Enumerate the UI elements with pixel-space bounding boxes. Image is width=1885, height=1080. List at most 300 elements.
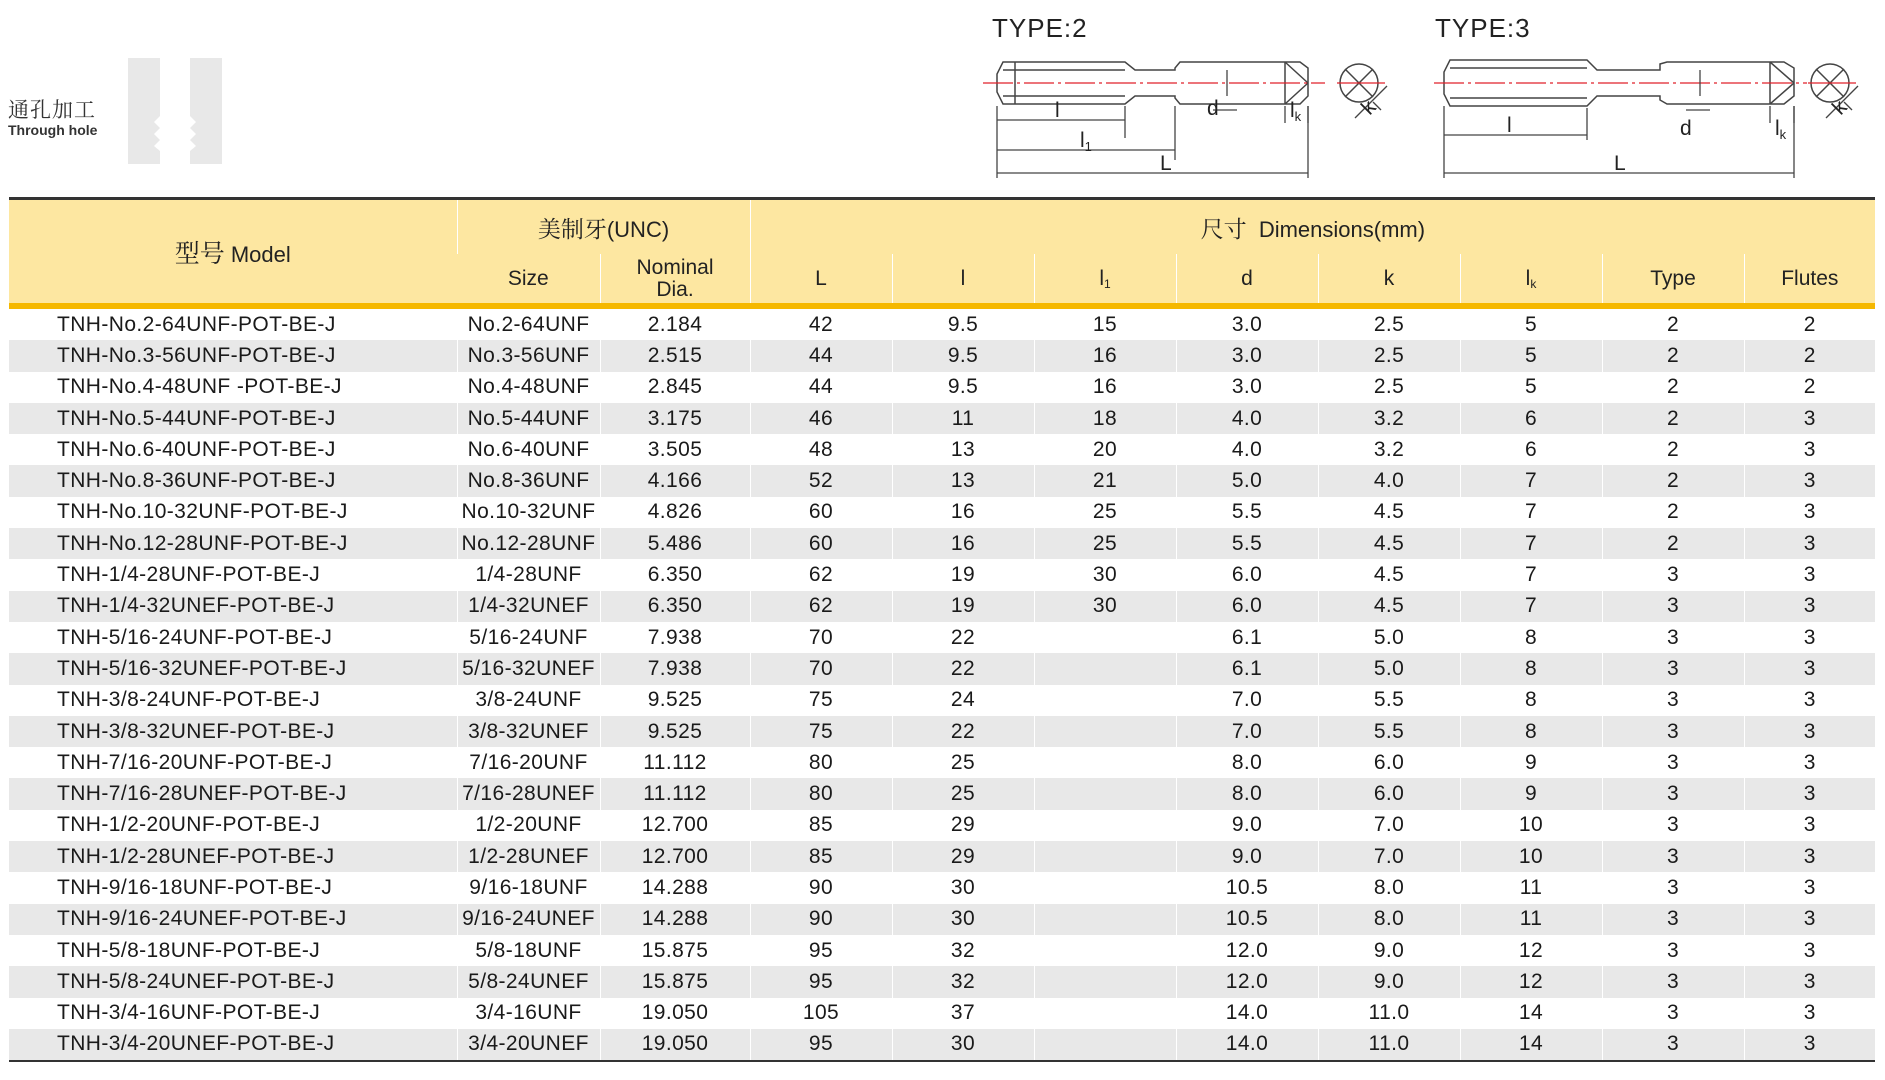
cell-flutes: 3 [1744,998,1875,1029]
cell-d: 6.0 [1176,559,1318,590]
header-l1: $l_1$ [1034,254,1176,303]
cell-type: 3 [1602,935,1744,966]
cell-d: 10.5 [1176,904,1318,935]
header-model [9,200,457,303]
cell-type: 2 [1602,309,1744,340]
table-row [9,747,1875,778]
cell-size: 5/8-18UNF [457,935,600,966]
table-row [9,1029,1875,1060]
cell-size: No.5-44UNF [457,403,600,434]
cell-model: TNH-No.12-28UNF-POT-BE-J [9,528,457,559]
cell-lk: 9 [1460,747,1602,778]
cell-L: 70 [750,622,892,653]
cell-k: 5.5 [1318,716,1460,747]
cell-lk: 14 [1460,998,1602,1029]
cell-model: TNH-1/2-20UNF-POT-BE-J [9,810,457,841]
cell-k: 5.5 [1318,685,1460,716]
table-row [9,872,1875,903]
cell-type: 2 [1602,372,1744,403]
cell-type: 3 [1602,778,1744,809]
cell-k: 4.0 [1318,465,1460,496]
table-row [9,778,1875,809]
cell-l: 37 [892,998,1034,1029]
cell-type: 3 [1602,810,1744,841]
cell-type: 3 [1602,653,1744,684]
table-row [9,716,1875,747]
cell-k: 3.2 [1318,434,1460,465]
cell-flutes: 3 [1744,935,1875,966]
cell-d: 4.0 [1176,403,1318,434]
cell-k: 5.0 [1318,622,1460,653]
cell-nominal-dia: 6.350 [600,559,750,590]
cell-k: 7.0 [1318,810,1460,841]
table-row [9,904,1875,935]
cell-L: 90 [750,872,892,903]
cell-nominal-dia: 15.875 [600,935,750,966]
cell-model: TNH-9/16-18UNF-POT-BE-J [9,872,457,903]
cell-type: 3 [1602,622,1744,653]
cell-size: 5/16-24UNF [457,622,600,653]
cell-flutes: 3 [1744,465,1875,496]
type2-dim-L: L [1160,152,1172,175]
cell-lk: 5 [1460,372,1602,403]
cell-d: 5.5 [1176,497,1318,528]
cell-lk: 7 [1460,591,1602,622]
header-model-en: Model [230,241,291,267]
cell-nominal-dia: 3.505 [600,434,750,465]
cell-model: TNH-1/2-28UNEF-POT-BE-J [9,841,457,872]
cell-L: 80 [750,778,892,809]
cell-type: 3 [1602,685,1744,716]
cell-size: No.3-56UNF [457,340,600,371]
cell-d: 3.0 [1176,372,1318,403]
cell-d: 14.0 [1176,1029,1318,1060]
cell-model: TNH-No.8-36UNF-POT-BE-J [9,465,457,496]
cell-flutes: 3 [1744,434,1875,465]
cell-type: 3 [1602,591,1744,622]
cell-size: No.12-28UNF [457,528,600,559]
cell-size: 3/4-20UNEF [457,1029,600,1060]
cell-l: 16 [892,528,1034,559]
cell-L: 80 [750,747,892,778]
cell-lk: 12 [1460,966,1602,997]
cell-lk: 10 [1460,810,1602,841]
cell-k: 2.5 [1318,309,1460,340]
cell-nominal-dia: 12.700 [600,810,750,841]
cell-type: 2 [1602,465,1744,496]
cell-k: 9.0 [1318,935,1460,966]
cell-model: TNH-5/8-24UNEF-POT-BE-J [9,966,457,997]
cell-l: 24 [892,685,1034,716]
cell-l: 19 [892,591,1034,622]
cell-d: 10.5 [1176,872,1318,903]
cell-L: 85 [750,810,892,841]
cell-l: 19 [892,559,1034,590]
cell-L: 62 [750,591,892,622]
cell-d: 6.0 [1176,591,1318,622]
cell-l: 32 [892,935,1034,966]
cell-type: 3 [1602,841,1744,872]
cell-lk: 5 [1460,309,1602,340]
cell-lk: 12 [1460,935,1602,966]
cell-type: 3 [1602,747,1744,778]
table-bottom-rule [9,1060,1875,1062]
through-hole-label-cn: 通孔加工 [8,98,96,122]
cell-L: 60 [750,528,892,559]
cell-type: 2 [1602,403,1744,434]
table-row [9,465,1875,496]
cell-lk: 7 [1460,528,1602,559]
cell-nominal-dia: 2.184 [600,309,750,340]
cell-l1 [1034,904,1176,935]
cell-l: 22 [892,653,1034,684]
spec-table [9,200,1875,1060]
type2-dim-k: k [1356,95,1381,120]
cell-d: 8.0 [1176,778,1318,809]
header-L: L [750,254,892,303]
header-unc-en: (UNC) [606,216,670,242]
cell-flutes: 3 [1744,841,1875,872]
header-type: Type [1602,254,1744,303]
cell-model: TNH-No.10-32UNF-POT-BE-J [9,497,457,528]
cell-l1 [1034,622,1176,653]
table-row [9,653,1875,684]
cell-L: 90 [750,904,892,935]
cell-L: 44 [750,372,892,403]
table-row [9,966,1875,997]
cell-type: 2 [1602,497,1744,528]
cell-lk: 8 [1460,716,1602,747]
cell-L: 48 [750,434,892,465]
cell-l: 11 [892,403,1034,434]
cell-model: TNH-No.4-48UNF -POT-BE-J [9,372,457,403]
cell-nominal-dia: 11.112 [600,778,750,809]
cell-lk: 11 [1460,904,1602,935]
header-dimensions [750,200,1875,254]
cell-L: 44 [750,340,892,371]
cell-d: 14.0 [1176,998,1318,1029]
cell-model: TNH-5/16-32UNEF-POT-BE-J [9,653,457,684]
cell-nominal-dia: 7.938 [600,622,750,653]
cell-type: 2 [1602,528,1744,559]
cell-k: 6.0 [1318,778,1460,809]
cell-l1 [1034,841,1176,872]
cell-flutes: 2 [1744,340,1875,371]
cell-flutes: 3 [1744,1029,1875,1060]
table-header [9,200,1875,309]
cell-lk: 9 [1460,778,1602,809]
cell-lk: 11 [1460,872,1602,903]
table-row [9,622,1875,653]
type3-diagram [1432,10,1872,190]
cell-l: 25 [892,778,1034,809]
cell-flutes: 3 [1744,403,1875,434]
type3-dim-k: k [1827,95,1852,120]
cell-k: 8.0 [1318,904,1460,935]
cell-L: 85 [750,841,892,872]
cell-lk: 14 [1460,1029,1602,1060]
cell-flutes: 2 [1744,372,1875,403]
cell-model: TNH-5/8-18UNF-POT-BE-J [9,935,457,966]
cell-type: 3 [1602,716,1744,747]
cell-d: 9.0 [1176,810,1318,841]
cell-model: TNH-1/4-32UNEF-POT-BE-J [9,591,457,622]
cell-nominal-dia: 19.050 [600,998,750,1029]
type2-dim-l1: l1 [1080,129,1092,154]
cell-L: 95 [750,966,892,997]
cell-L: 52 [750,465,892,496]
cell-l1 [1034,778,1176,809]
cell-l: 29 [892,841,1034,872]
type3-dim-L: L [1614,152,1626,175]
table-row [9,434,1875,465]
table-row [9,841,1875,872]
header-d: d [1176,254,1318,303]
cell-model: TNH-3/8-32UNEF-POT-BE-J [9,716,457,747]
cell-nominal-dia: 2.845 [600,372,750,403]
cell-l: 16 [892,497,1034,528]
cell-L: 75 [750,716,892,747]
cell-lk: 7 [1460,465,1602,496]
cell-l1: 25 [1034,497,1176,528]
cell-flutes: 3 [1744,747,1875,778]
cell-nominal-dia: 15.875 [600,966,750,997]
header-dims-cn: 尺寸 [1200,216,1247,243]
header-lk: $l_k$ [1460,254,1602,303]
cell-k: 4.5 [1318,528,1460,559]
cell-nominal-dia: 14.288 [600,904,750,935]
through-hole-label-en: Through hole [8,122,98,138]
cell-l1: 20 [1034,434,1176,465]
cell-flutes: 3 [1744,559,1875,590]
table-body [9,309,1875,1060]
cell-L: 60 [750,497,892,528]
cell-size: No.8-36UNF [457,465,600,496]
cell-d: 12.0 [1176,935,1318,966]
cell-l: 32 [892,966,1034,997]
cell-l1 [1034,1029,1176,1060]
cell-nominal-dia: 11.112 [600,747,750,778]
type2-dim-lk: lk [1290,99,1302,124]
cell-l: 22 [892,716,1034,747]
cell-L: 95 [750,935,892,966]
cell-flutes: 2 [1744,309,1875,340]
cell-l1 [1034,966,1176,997]
cell-model: TNH-3/8-24UNF-POT-BE-J [9,685,457,716]
cell-d: 5.5 [1176,528,1318,559]
cell-l1 [1034,935,1176,966]
header-l: l [892,254,1034,303]
cell-size: 1/2-20UNF [457,810,600,841]
header-unc [457,200,750,254]
spec-table-wrap [9,197,1875,1062]
table-row [9,935,1875,966]
table-row [9,403,1875,434]
type2-title: TYPE:2 [992,13,1088,43]
cell-nominal-dia: 9.525 [600,716,750,747]
cell-type: 3 [1602,904,1744,935]
table-row [9,685,1875,716]
cell-l1 [1034,747,1176,778]
cell-d: 5.0 [1176,465,1318,496]
type3-dim-lk: lk [1775,117,1787,142]
cell-k: 2.5 [1318,372,1460,403]
cell-flutes: 3 [1744,685,1875,716]
cell-l: 29 [892,810,1034,841]
type2-dim-l: l [1055,99,1060,122]
header-nominal: Nominal Dia. [600,254,750,303]
cell-k: 4.5 [1318,559,1460,590]
cell-l1: 30 [1034,591,1176,622]
cell-l1 [1034,872,1176,903]
cell-type: 3 [1602,998,1744,1029]
cell-model: TNH-7/16-20UNF-POT-BE-J [9,747,457,778]
cell-type: 2 [1602,340,1744,371]
table-row [9,309,1875,340]
cell-size: 3/4-16UNF [457,998,600,1029]
cell-size: 1/2-28UNEF [457,841,600,872]
type2-drawing [975,10,1415,190]
cell-d: 6.1 [1176,653,1318,684]
cell-l: 9.5 [892,340,1034,371]
table-row [9,372,1875,403]
cell-nominal-dia: 12.700 [600,841,750,872]
cell-l1 [1034,685,1176,716]
header-dims-en: Dimensions(mm) [1258,216,1426,242]
cell-l: 9.5 [892,372,1034,403]
cell-flutes: 3 [1744,778,1875,809]
cell-d: 3.0 [1176,340,1318,371]
cell-l: 30 [892,1029,1034,1060]
cell-l1: 16 [1034,340,1176,371]
table-row [9,528,1875,559]
cell-size: No.2-64UNF [457,309,600,340]
cell-k: 4.5 [1318,497,1460,528]
cell-l: 30 [892,872,1034,903]
cell-lk: 8 [1460,653,1602,684]
cell-flutes: 3 [1744,810,1875,841]
cell-lk: 6 [1460,434,1602,465]
cell-nominal-dia: 19.050 [600,1029,750,1060]
type3-drawing [1432,10,1872,190]
cell-type: 2 [1602,434,1744,465]
cell-lk: 10 [1460,841,1602,872]
header-size: Size [457,254,600,303]
type3-dim-d: d [1680,117,1692,140]
cell-l: 9.5 [892,309,1034,340]
cell-L: 46 [750,403,892,434]
cell-model: TNH-No.5-44UNF-POT-BE-J [9,403,457,434]
cell-l: 22 [892,622,1034,653]
cell-l: 25 [892,747,1034,778]
cell-size: No.6-40UNF [457,434,600,465]
cell-k: 2.5 [1318,340,1460,371]
cell-type: 3 [1602,872,1744,903]
cell-k: 7.0 [1318,841,1460,872]
cell-d: 8.0 [1176,747,1318,778]
cell-l1: 25 [1034,528,1176,559]
cell-nominal-dia: 7.938 [600,653,750,684]
cell-flutes: 3 [1744,591,1875,622]
cell-type: 3 [1602,1029,1744,1060]
cell-flutes: 3 [1744,622,1875,653]
cell-flutes: 3 [1744,497,1875,528]
table-row [9,591,1875,622]
cell-l1 [1034,998,1176,1029]
cell-lk: 5 [1460,340,1602,371]
cell-size: 9/16-18UNF [457,872,600,903]
table-row [9,810,1875,841]
cell-size: 3/8-24UNF [457,685,600,716]
cell-lk: 7 [1460,559,1602,590]
cell-nominal-dia: 14.288 [600,872,750,903]
header-model-cn: 型号 [174,238,225,268]
cell-size: 5/8-24UNEF [457,966,600,997]
cell-flutes: 3 [1744,904,1875,935]
cell-lk: 7 [1460,497,1602,528]
cell-k: 11.0 [1318,1029,1460,1060]
through-hole-icon [120,56,230,166]
cell-model: TNH-9/16-24UNEF-POT-BE-J [9,904,457,935]
cell-l: 13 [892,465,1034,496]
cell-model: TNH-No.6-40UNF-POT-BE-J [9,434,457,465]
cell-model: TNH-1/4-28UNF-POT-BE-J [9,559,457,590]
cell-model: TNH-5/16-24UNF-POT-BE-J [9,622,457,653]
cell-d: 4.0 [1176,434,1318,465]
cell-l1: 21 [1034,465,1176,496]
cell-l1: 15 [1034,309,1176,340]
cell-nominal-dia: 2.515 [600,340,750,371]
table-row [9,497,1875,528]
type2-diagram [975,10,1415,190]
cell-model: TNH-No.2-64UNF-POT-BE-J [9,309,457,340]
cell-d: 7.0 [1176,716,1318,747]
cell-L: 62 [750,559,892,590]
cell-lk: 6 [1460,403,1602,434]
cell-nominal-dia: 9.525 [600,685,750,716]
cell-flutes: 3 [1744,716,1875,747]
cell-flutes: 3 [1744,653,1875,684]
cell-k: 11.0 [1318,998,1460,1029]
cell-l1 [1034,810,1176,841]
cell-l: 13 [892,434,1034,465]
cell-k: 4.5 [1318,591,1460,622]
table-row [9,998,1875,1029]
cell-lk: 8 [1460,622,1602,653]
cell-nominal-dia: 5.486 [600,528,750,559]
cell-l1 [1034,716,1176,747]
cell-lk: 8 [1460,685,1602,716]
cell-l1: 18 [1034,403,1176,434]
cell-k: 5.0 [1318,653,1460,684]
cell-d: 12.0 [1176,966,1318,997]
cell-d: 3.0 [1176,309,1318,340]
cell-L: 95 [750,1029,892,1060]
cell-flutes: 3 [1744,528,1875,559]
cell-nominal-dia: 4.166 [600,465,750,496]
cell-nominal-dia: 6.350 [600,591,750,622]
cell-k: 6.0 [1318,747,1460,778]
type2-dim-d: d [1207,97,1219,120]
header-flutes: Flutes [1744,254,1875,303]
cell-flutes: 3 [1744,872,1875,903]
cell-size: 7/16-28UNEF [457,778,600,809]
header-k: k [1318,254,1460,303]
cell-model: TNH-3/4-20UNEF-POT-BE-J [9,1029,457,1060]
cell-size: 7/16-20UNF [457,747,600,778]
cell-size: No.10-32UNF [457,497,600,528]
cell-l1: 16 [1034,372,1176,403]
